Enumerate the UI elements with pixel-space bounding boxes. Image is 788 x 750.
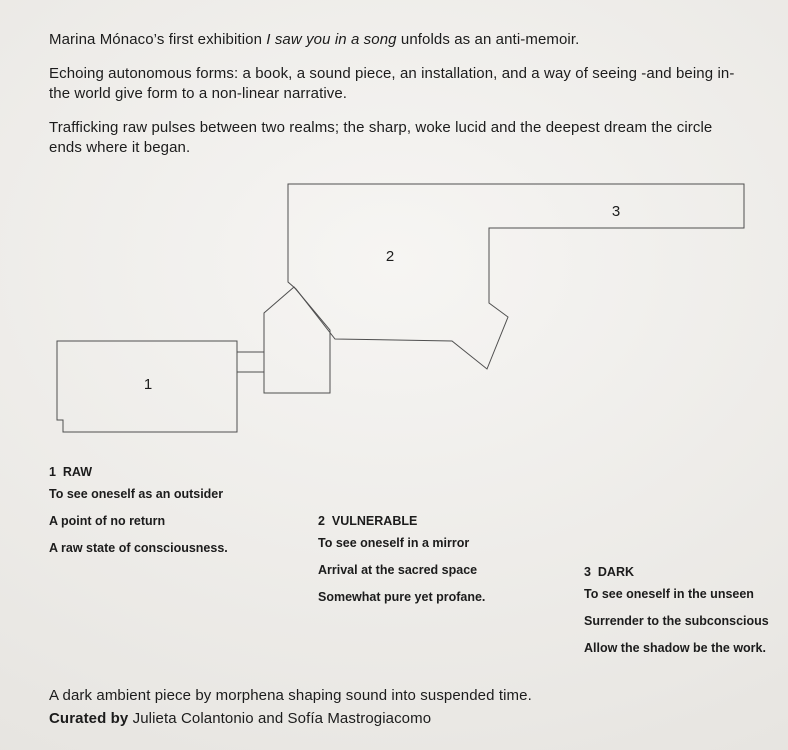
curators-line [49,707,749,730]
legend-heading-dark: 3 DARK [584,565,635,579]
credits-block [49,684,749,730]
intro-paragraph-1 [49,30,749,50]
legend-section-raw [49,466,299,569]
legend-item: A raw state of consciousness. [49,541,228,555]
legend-heading-raw: 1 RAW [49,465,93,479]
curated-by-label: Curated by [49,710,129,727]
legend-item: Somewhat pure yet profane. [318,590,486,604]
legend-item: A point of no return [49,514,166,528]
legend-item: To see oneself as an outsider [49,487,224,501]
legend-item: Arrival at the sacred space [318,563,478,577]
intro-text [49,30,749,172]
legend-item: Allow the shadow be the work. [584,641,766,655]
intro-p1-before: Marina Mónaco’s first exhibition [49,31,267,48]
intro-p1-after: unfolds as an anti-memoir. [396,31,580,48]
intro-paragraph-3: Trafficking raw pulses between two realms; the sharp, woke lucid and the deepest dream the circle ends where it began. [49,119,713,156]
room-1-label: 1 [143,376,153,393]
room-3-label: 3 [611,203,621,220]
rooms-2-3-outline [288,184,744,369]
legend-section-vulnerable [318,515,568,618]
legend-item: To see oneself in a mirror [318,536,470,550]
room-2-label: 2 [385,248,395,265]
intro-paragraph-2: Echoing autonomous forms: a book, a sound piece, an installation, and a way of seeing -and being in- the world give form to a non-linear narrative. [49,65,735,102]
exhibition-title: I saw you in a song [266,31,397,48]
sound-credit-line: A dark ambient piece by morphena shaping sound into suspended time. [49,687,532,704]
legend-section-dark [584,566,788,669]
curator-names: Julieta Colantonio and Sofía Mastrogiacomo [128,710,432,727]
legend-item: To see oneself in the unseen [584,587,754,601]
vestibule-outline [264,287,330,393]
legend-heading-vulnerable: 2 VULNERABLE [318,514,418,528]
legend-item: Surrender to the subconscious [584,614,769,628]
